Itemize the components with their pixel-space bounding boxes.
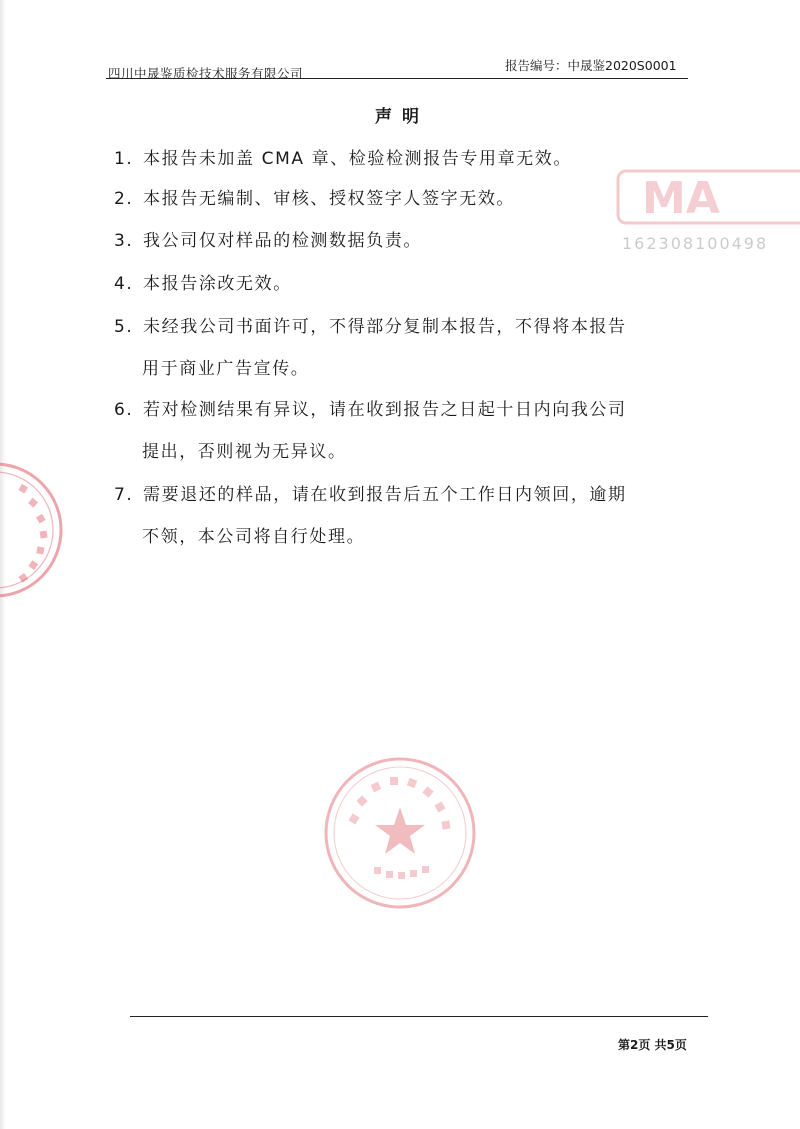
- notice-item-6: [114, 389, 704, 473]
- cma-stamp: [600, 165, 800, 255]
- notice-text: 本报告无编制、审核、授权签字人签字无效。: [143, 189, 516, 209]
- notice-number: 2.: [114, 189, 134, 209]
- notice-text: 未经我公司书面许可，不得部分复制本报告，不得将本报告: [143, 317, 627, 337]
- notice-number: 6.: [114, 400, 134, 420]
- notice-text-continued: 提出，否则视为无异议。: [142, 442, 347, 462]
- notice-item-4: [114, 263, 704, 305]
- cma-stamp-number: 162308100498: [622, 234, 769, 253]
- notice-item-5: [114, 306, 704, 390]
- header-divider: [106, 78, 688, 79]
- left-seal-stamp: [0, 455, 70, 605]
- notice-text: 若对检测结果有异议，请在收到报告之日起十日内向我公司: [143, 400, 627, 420]
- notice-text: 本报告涂改无效。: [143, 274, 292, 294]
- cma-stamp-label: MA: [642, 173, 720, 224]
- notice-text: 本报告未加盖 CMA 章、检验检测报告专用章无效。: [143, 149, 572, 169]
- company-seal-stamp: [322, 755, 478, 911]
- notice-text: 需要退还的样品，请在收到报告后五个工作日内领回，逾期: [143, 485, 627, 505]
- notice-text-continued: 不领，本公司将自行处理。: [142, 527, 366, 547]
- page-number: 第2页 共5页: [618, 1038, 687, 1052]
- notice-text-continued: 用于商业广告宣传。: [142, 359, 310, 379]
- footer-divider: [130, 1016, 708, 1017]
- notice-number: 1.: [114, 149, 134, 169]
- notice-text: 我公司仅对样品的检测数据负责。: [143, 231, 423, 251]
- notice-item-7: [114, 474, 704, 558]
- notice-number: 3.: [114, 231, 134, 251]
- header-report-number: 报告编号：中晟鉴2020S0001: [505, 58, 677, 73]
- header-company-name: 四川中晟鉴质检技术服务有限公司: [108, 66, 304, 81]
- seal-star-icon: [375, 807, 425, 854]
- notice-number: 5.: [114, 317, 134, 337]
- notice-number: 4.: [114, 274, 134, 294]
- page-title: 声明: [375, 107, 429, 127]
- notice-number: 7.: [114, 485, 134, 505]
